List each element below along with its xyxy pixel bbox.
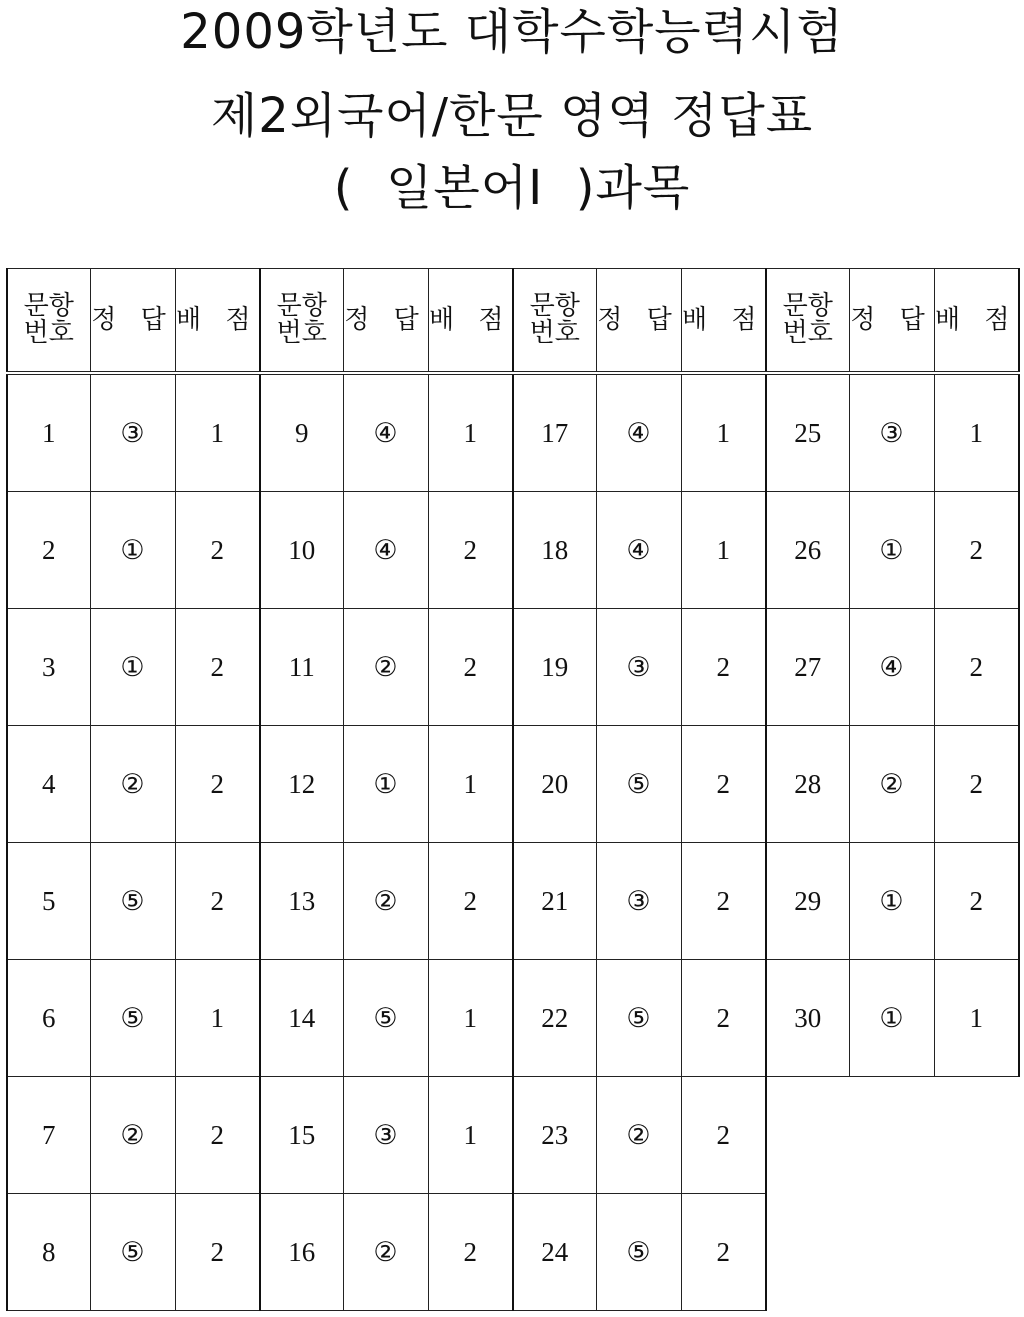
header-number-group-3: 문항 번호 xyxy=(513,269,596,374)
question-number: 20 xyxy=(513,726,596,843)
question-number: 21 xyxy=(513,843,596,960)
points-cell: 2 xyxy=(428,1194,513,1311)
answer-cell: ① xyxy=(90,492,175,609)
points-cell: 2 xyxy=(681,960,766,1077)
question-number: 27 xyxy=(766,609,849,726)
answer-cell: ② xyxy=(849,726,934,843)
points-cell: 1 xyxy=(428,960,513,1077)
points-cell: 1 xyxy=(934,960,1019,1077)
question-number: 6 xyxy=(7,960,90,1077)
answer-cell: ③ xyxy=(90,373,175,492)
question-number: 30 xyxy=(766,960,849,1077)
table-row xyxy=(7,373,1019,492)
points-cell: 2 xyxy=(681,843,766,960)
points-cell: 1 xyxy=(934,373,1019,492)
points-cell: 2 xyxy=(934,609,1019,726)
answer-cell: ④ xyxy=(343,492,428,609)
points-cell: 1 xyxy=(681,373,766,492)
question-number: 13 xyxy=(260,843,343,960)
points-cell: 2 xyxy=(681,1194,766,1311)
header-points-group-2: 배 점 xyxy=(428,269,513,374)
question-number: 3 xyxy=(7,609,90,726)
table-row xyxy=(7,960,1019,1077)
table-row xyxy=(7,843,1019,960)
question-number: 25 xyxy=(766,373,849,492)
answer-cell: ⑤ xyxy=(90,1194,175,1311)
answer-cell: ② xyxy=(90,1077,175,1194)
answer-cell: ② xyxy=(596,1077,681,1194)
table-row xyxy=(7,1077,1019,1194)
question-number: 24 xyxy=(513,1194,596,1311)
points-cell: 2 xyxy=(681,726,766,843)
points-cell: 1 xyxy=(428,373,513,492)
answer-cell: ③ xyxy=(596,609,681,726)
points-cell: 2 xyxy=(175,1194,260,1311)
empty-cell xyxy=(849,1194,934,1311)
answer-cell: ④ xyxy=(596,373,681,492)
title-line-3: ( 일본어Ⅰ )과목 xyxy=(333,160,691,216)
points-cell: 2 xyxy=(428,609,513,726)
header-number-group-4: 문항 번호 xyxy=(766,269,849,374)
table-row xyxy=(7,492,1019,609)
answer-cell: ⑤ xyxy=(343,960,428,1077)
points-cell: 1 xyxy=(681,492,766,609)
answer-cell: ③ xyxy=(596,843,681,960)
question-number: 17 xyxy=(513,373,596,492)
points-cell: 2 xyxy=(681,1077,766,1194)
answer-cell: ① xyxy=(849,960,934,1077)
table-body xyxy=(7,373,1019,1311)
answer-cell: ③ xyxy=(849,373,934,492)
answer-cell: ① xyxy=(343,726,428,843)
points-cell: 1 xyxy=(175,960,260,1077)
header-row xyxy=(7,269,1019,374)
answer-cell: ⑤ xyxy=(90,960,175,1077)
empty-cell xyxy=(766,1077,849,1194)
question-number: 26 xyxy=(766,492,849,609)
answer-cell: ① xyxy=(90,609,175,726)
header-number-group-2: 문항 번호 xyxy=(260,269,343,374)
answer-key-table xyxy=(6,268,1020,1311)
header-answer-group-3: 정 답 xyxy=(596,269,681,374)
question-number: 8 xyxy=(7,1194,90,1311)
points-cell: 1 xyxy=(428,726,513,843)
answer-cell: ④ xyxy=(343,373,428,492)
answer-cell: ④ xyxy=(596,492,681,609)
answer-cell: ④ xyxy=(849,609,934,726)
question-number: 1 xyxy=(7,373,90,492)
answer-cell: ⑤ xyxy=(90,843,175,960)
question-number: 19 xyxy=(513,609,596,726)
header-points-group-3: 배 점 xyxy=(681,269,766,374)
question-number: 5 xyxy=(7,843,90,960)
question-number: 11 xyxy=(260,609,343,726)
header-points-group-4: 배 점 xyxy=(934,269,1019,374)
points-cell: 2 xyxy=(175,1077,260,1194)
points-cell: 2 xyxy=(175,609,260,726)
points-cell: 1 xyxy=(428,1077,513,1194)
question-number: 16 xyxy=(260,1194,343,1311)
header-answer-group-2: 정 답 xyxy=(343,269,428,374)
empty-cell xyxy=(934,1194,1019,1311)
points-cell: 2 xyxy=(175,492,260,609)
question-number: 10 xyxy=(260,492,343,609)
answer-cell: ② xyxy=(343,843,428,960)
answer-cell: ② xyxy=(343,1194,428,1311)
title-line-2: 제2외국어/한문 영역 정답표 xyxy=(210,88,814,144)
points-cell: 1 xyxy=(175,373,260,492)
answer-cell: ① xyxy=(849,492,934,609)
answer-cell: ② xyxy=(343,609,428,726)
header-answer-group-4: 정 답 xyxy=(849,269,934,374)
header-number-group-1: 문항 번호 xyxy=(7,269,90,374)
answer-cell: ② xyxy=(90,726,175,843)
points-cell: 2 xyxy=(175,843,260,960)
question-number: 22 xyxy=(513,960,596,1077)
question-number: 15 xyxy=(260,1077,343,1194)
answer-cell: ⑤ xyxy=(596,1194,681,1311)
header-points-group-1: 배 점 xyxy=(175,269,260,374)
points-cell: 2 xyxy=(428,492,513,609)
header-answer-group-1: 정 답 xyxy=(90,269,175,374)
title-line-1: 2009학년도 대학수학능력시험 xyxy=(180,4,844,60)
points-cell: 2 xyxy=(934,843,1019,960)
points-cell: 2 xyxy=(934,492,1019,609)
question-number: 2 xyxy=(7,492,90,609)
question-number: 12 xyxy=(260,726,343,843)
answer-cell: ③ xyxy=(343,1077,428,1194)
question-number: 29 xyxy=(766,843,849,960)
answer-cell: ① xyxy=(849,843,934,960)
empty-cell xyxy=(766,1194,849,1311)
question-number: 28 xyxy=(766,726,849,843)
question-number: 23 xyxy=(513,1077,596,1194)
question-number: 18 xyxy=(513,492,596,609)
points-cell: 2 xyxy=(934,726,1019,843)
answer-cell: ⑤ xyxy=(596,726,681,843)
question-number: 7 xyxy=(7,1077,90,1194)
empty-cell xyxy=(849,1077,934,1194)
table-row xyxy=(7,1194,1019,1311)
question-number: 14 xyxy=(260,960,343,1077)
points-cell: 2 xyxy=(175,726,260,843)
answer-cell: ⑤ xyxy=(596,960,681,1077)
question-number: 4 xyxy=(7,726,90,843)
table-row xyxy=(7,726,1019,843)
table-row xyxy=(7,609,1019,726)
points-cell: 2 xyxy=(681,609,766,726)
question-number: 9 xyxy=(260,373,343,492)
empty-cell xyxy=(934,1077,1019,1194)
points-cell: 2 xyxy=(428,843,513,960)
